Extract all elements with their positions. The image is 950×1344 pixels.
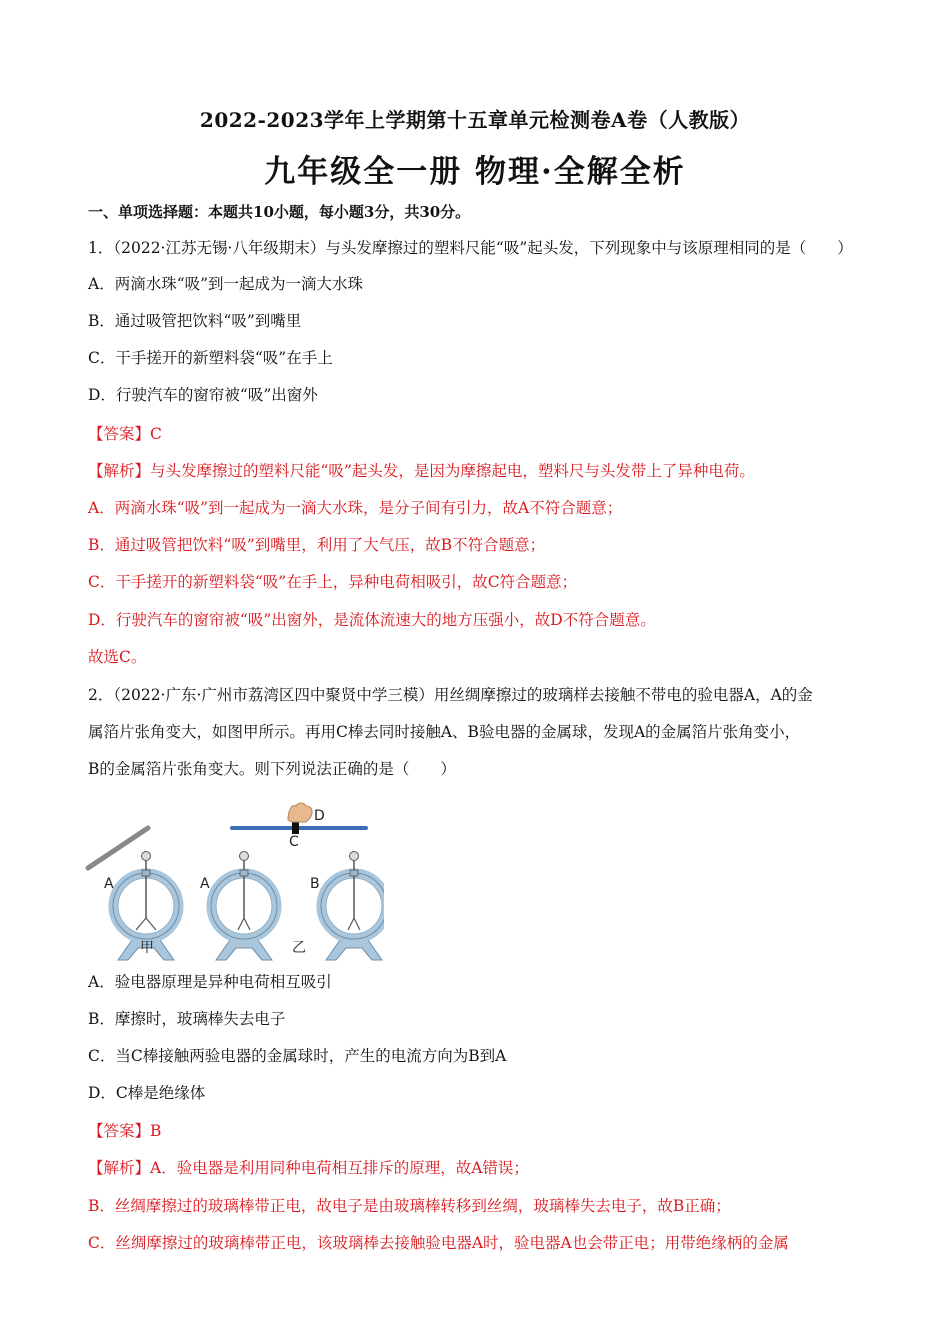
q1-analysis-b: B．通过吸管把饮料“吸”到嘴里，利用了大气压，故B不符合题意； — [88, 536, 546, 554]
title-line-1: 2022-2023学年上学期第十五章单元检测卷A卷（人教版） — [199, 108, 751, 132]
q2-option-c: C．当C棒接触两验电器的金属球时，产生的电流方向为B到A — [88, 1047, 507, 1065]
q1-option-b: B．通过吸管把饮料“吸”到嘴里 — [88, 312, 302, 330]
q2-option-a: A．验电器原理是异种电荷相互吸引 — [88, 973, 332, 991]
q1-analysis-intro: 【解析】与头发摩擦过的塑料尺能“吸”起头发，是因为摩擦起电，塑料尺与头发带上了异种电荷。 — [88, 462, 755, 480]
title-line-2: 九年级全一册 物理·全解全析 — [264, 154, 686, 190]
glass-rod — [88, 828, 148, 868]
section-heading: 一、单项选择题：本题共10小题，每小题3分，共30分。 — [88, 203, 471, 221]
label-b-yi: B — [310, 876, 320, 892]
q2-stem-line-3: B的金属箔片张角变大。则下列说法正确的是（ ） — [88, 760, 456, 778]
q1-analysis-c: C．干手搓开的新塑料袋“吸”在手上，异种电荷相吸引，故C符合题意； — [88, 573, 578, 591]
q1-conclusion: 故选C。 — [88, 648, 147, 666]
q2-answer: 【答案】B — [88, 1122, 162, 1140]
label-jia: 甲 — [140, 940, 154, 956]
label-a-jia: A — [104, 876, 114, 892]
q2-analysis-a: 【解析】A．验电器是利用同种电荷相互排斥的原理，故A错误； — [88, 1159, 529, 1177]
q2-stem-line-2: 属箔片张角变大，如图甲所示。再用C棒去同时接触A、B验电器的金属球，发现A的金属箔片张角变小， — [88, 723, 801, 741]
q2-stem-line-1: 2．（2022·广东·广州市荔湾区四中聚贤中学三模）用丝绸摩擦过的玻璃样去接触不带电的验电器A，A的金 — [88, 686, 813, 704]
label-c: C — [289, 834, 299, 850]
q2-option-d: D．C棒是绝缘体 — [88, 1084, 206, 1102]
q1-option-c: C．干手搓开的新塑料袋“吸”在手上 — [88, 349, 333, 367]
q1-analysis-d: D．行驶汽车的窗帘被“吸”出窗外，是流体流速大的地方压强小，故D不符合题意。 — [88, 611, 656, 629]
label-a-yi: A — [200, 876, 210, 892]
insulated-handle — [292, 822, 299, 834]
electroscope-yi-b — [321, 852, 384, 961]
label-yi: 乙 — [292, 940, 306, 956]
q2-analysis-b: B．丝绸摩擦过的玻璃棒带正电，故电子是由玻璃棒转移到丝绸，玻璃棒失去电子，故B正确； — [88, 1197, 731, 1215]
electroscope-yi-a — [211, 852, 277, 961]
q1-option-a: A．两滴水珠“吸”到一起成为一滴大水珠 — [88, 275, 364, 293]
q1-answer: 【答案】C — [88, 425, 162, 443]
q1-stem: 1．（2022·江苏无锡·八年级期末）与头发摩擦过的塑料尺能“吸”起头发，下列现象中与该原理相同的是（ ） — [88, 239, 853, 257]
q1-analysis-a: A．两滴水珠“吸”到一起成为一滴大水珠，是分子间有引力，故A不符合题意； — [88, 499, 623, 517]
label-d: D — [314, 808, 325, 824]
hand-icon — [288, 803, 312, 822]
q1-option-d: D．行驶汽车的窗帘被“吸”出窗外 — [88, 386, 318, 404]
q2-analysis-c: C．丝绸摩擦过的玻璃棒带正电，该玻璃棒去接触验电器A时，验电器A也会带正电；用带绝缘柄的金属 — [88, 1234, 789, 1252]
electroscope-figure — [84, 800, 384, 965]
q2-option-b: B．摩擦时，玻璃棒失去电子 — [88, 1010, 286, 1028]
